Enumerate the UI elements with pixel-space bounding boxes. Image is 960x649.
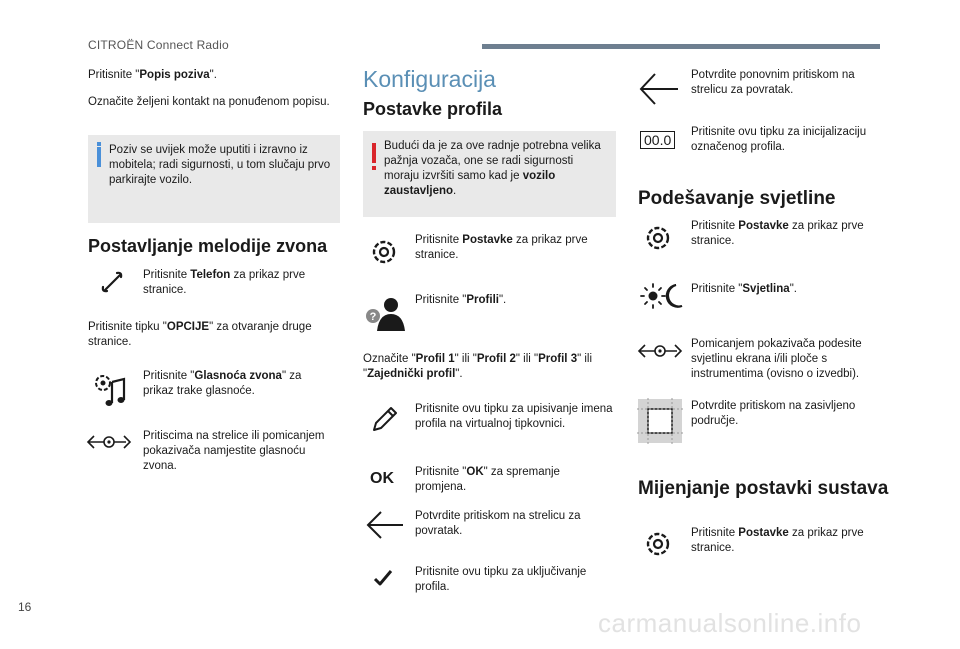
back-arrow-icon — [365, 510, 405, 540]
instruction-options — [88, 320, 343, 350]
slider-arrows-icon — [637, 341, 683, 361]
warning-icon-dot — [372, 166, 376, 170]
pencil-icon — [370, 404, 400, 434]
text: za prikaz prve stranice. — [143, 269, 306, 296]
text: Budući da je za ove radnje potrebna velika pažnja vozača, one se radi sigurnosti moraju izvršiti samo kad je — [384, 140, 601, 182]
svg-text:?: ? — [369, 311, 377, 323]
gear-icon — [644, 530, 672, 558]
text: Pritisnite — [415, 234, 463, 246]
reset-icon: 00.0 — [640, 131, 675, 149]
slider-arrows-icon — [86, 432, 132, 452]
back-arrow-icon — [638, 72, 680, 106]
shaded-area-icon — [637, 398, 683, 444]
bold-text: Profil 3 — [538, 353, 578, 365]
instruction-activate-profile: Pritisnite ovu tipku za uključivanje profila. — [415, 566, 587, 593]
bold-text: Telefon — [190, 269, 231, 281]
instruction-select-profile — [363, 352, 613, 382]
text: Pritisnite — [143, 269, 191, 281]
instruction-shaded-area: Potvrdite pritiskom na zasivljeno područje. — [691, 400, 856, 427]
text: " za prikaz trake glasnoće. — [143, 370, 302, 397]
text: " za spremanje promjena. — [415, 466, 560, 493]
text: " ili " — [363, 353, 593, 380]
bold-text: OPCIJE — [166, 321, 210, 333]
info-icon-bar — [97, 147, 101, 167]
bold-text: Svjetlina — [742, 283, 790, 295]
instruction-arrows: Pritiscima na strelice ili pomicanjem pokazivača namjestite glasnoću zvona. — [143, 430, 325, 472]
bold-text: OK — [466, 466, 484, 478]
instruction-system-settings — [691, 526, 881, 556]
text: Pritisnite " — [415, 294, 467, 306]
gear-music-icon — [90, 370, 130, 410]
instruction-call-list — [88, 68, 348, 83]
instruction-back-again: Potvrdite ponovnim pritiskom na strelicu za povratak. — [691, 69, 855, 96]
info-icon — [97, 142, 101, 146]
heading-ringtone: Postavljanje melodije zvona — [88, 236, 328, 256]
info-note-text: Poziv se uvijek može uputiti i izravno iz mobitela; radi sigurnosti, u tom slučaju prvo parkirajte vozilo. — [109, 144, 331, 186]
text: ". — [789, 283, 797, 295]
instruction-volume — [143, 369, 333, 399]
bold-text: Profil 2 — [476, 353, 516, 365]
heading-profile-settings: Postavke profila — [363, 99, 503, 119]
bold-text: Postavke — [738, 527, 789, 539]
text: Pritisnite tipku " — [88, 321, 167, 333]
profile-icon — [365, 296, 407, 332]
text: Pritisnite " — [88, 69, 140, 81]
warning-note-text — [384, 139, 610, 199]
watermark: carmanualsonline.info — [598, 608, 862, 638]
instruction-brightness — [691, 282, 881, 297]
bold-text: Profili — [466, 294, 499, 306]
instruction-ok — [415, 465, 610, 495]
gear-icon — [370, 238, 398, 266]
header-bar — [482, 44, 880, 49]
instruction-edit-name: Pritisnite ovu tipku za upisivanje imena profila na virtualnoj tipkovnici. — [415, 403, 613, 430]
text: " ili " — [515, 353, 539, 365]
bold-text: Glasnoća zvona — [194, 370, 282, 382]
text: " ili " — [454, 353, 477, 365]
header-title: CITROËN Connect Radio — [88, 38, 229, 52]
heading-system-settings: Mijenjanje postavki sustava — [638, 478, 889, 499]
text: Pritisnite " — [691, 283, 743, 295]
warning-note — [363, 131, 616, 217]
ok-icon: OK — [370, 470, 394, 487]
text: za prikaz prve stranice. — [691, 527, 864, 554]
bold-text: Popis poziva — [139, 69, 210, 81]
checkmark-icon — [373, 569, 393, 587]
bold-text: vozilo zaustavljeno — [384, 170, 556, 197]
instruction-reset: Pritisnite ovu tipku za inicijalizaciju označenog profila. — [691, 126, 867, 153]
instruction-phone — [143, 268, 333, 298]
text: ". — [455, 368, 463, 380]
warning-icon — [372, 143, 376, 163]
text: za prikaz prve stranice. — [691, 220, 864, 247]
text: Pritisnite " — [415, 466, 467, 478]
instruction-settings — [415, 233, 610, 263]
page-number: 16 — [18, 600, 32, 614]
info-note — [88, 135, 340, 223]
sun-moon-icon — [640, 282, 684, 310]
text: Označite " — [363, 353, 416, 365]
text: ". — [209, 69, 217, 81]
instruction-profiles — [415, 293, 610, 308]
instruction-back: Potvrdite pritiskom na strelicu za povratak. — [415, 510, 581, 537]
bold-text: Profil 1 — [415, 353, 455, 365]
text: " za otvaranje druge stranice. — [88, 321, 312, 348]
bold-text: Zajednički profil — [367, 368, 456, 380]
heading-configuration: Konfiguracija — [363, 66, 496, 92]
instruction-select-contact: Označite željeni kontakt na ponuđenom popisu. — [88, 96, 330, 108]
heading-brightness: Podešavanje svjetline — [638, 188, 836, 209]
text: ". — [498, 294, 507, 306]
text: Pritisnite — [691, 220, 739, 232]
instruction-settings-brightness — [691, 219, 881, 249]
gear-icon — [644, 224, 672, 252]
bold-text: Postavke — [738, 220, 789, 232]
phone-icon — [100, 270, 124, 294]
text: . — [453, 185, 457, 197]
bold-text: Postavke — [462, 234, 513, 246]
text: Pritisnite — [691, 527, 739, 539]
instruction-brightness-slider: Pomicanjem pokazivača podesite svjetlinu ekrana i/ili ploče s instrumentima (ovisno o izvedbi). — [691, 338, 862, 380]
text: Pritisnite " — [143, 370, 195, 382]
text: za prikaz prve stranice. — [415, 234, 588, 261]
